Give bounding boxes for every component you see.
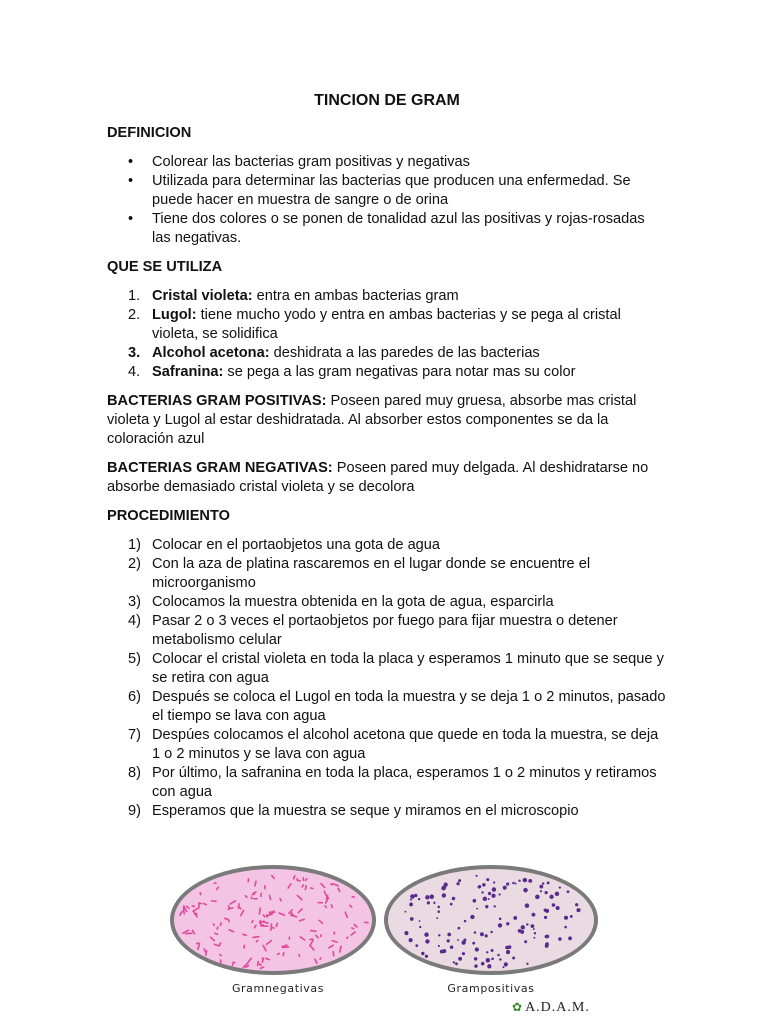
bacterium [421, 952, 424, 955]
bacterium [473, 899, 477, 903]
item-number: 7) [128, 727, 141, 743]
gram-negative-label: Gramnegativas [231, 982, 325, 995]
gram-negative-slide [170, 865, 376, 975]
bacterium [426, 934, 429, 937]
bacterium [494, 905, 496, 907]
document-title: TINCION DE GRAM [314, 92, 460, 109]
bacterium [404, 911, 406, 913]
item-text: Esperamos que la muestra se seque y miramos en el microscopio [152, 803, 579, 819]
list-item [107, 306, 667, 344]
item-number: 3) [128, 594, 141, 610]
bacterium [506, 950, 510, 954]
bacterium [486, 878, 489, 881]
bacterium [472, 942, 475, 945]
bacterium [264, 885, 266, 890]
bacterium [498, 923, 502, 927]
bacterium [436, 917, 438, 919]
item-text: Colocar en el portaobjetos una gota de agua [152, 537, 441, 553]
list-item [107, 363, 667, 382]
bacterium [518, 929, 522, 933]
bacterium [545, 891, 548, 894]
item-number: 2. [128, 307, 141, 323]
bacterium [453, 961, 455, 963]
bacterium [526, 923, 528, 925]
procedimiento-list [107, 536, 667, 821]
item-number: 6) [128, 689, 141, 705]
bacterium [425, 895, 429, 899]
bacterium [410, 894, 415, 899]
bacterium [476, 908, 478, 910]
bacterium [462, 952, 465, 955]
bacterium [498, 893, 500, 895]
bacterium [528, 879, 532, 883]
bacterium [534, 932, 536, 934]
document-page [107, 90, 667, 831]
paragraph-gram-positivas [107, 392, 667, 449]
bacterium [442, 893, 446, 897]
item-term: Lugol: [152, 307, 197, 323]
list-item [107, 612, 667, 650]
heading-definicion: DEFINICION [107, 125, 192, 141]
bacterium [475, 947, 479, 951]
definicion-list [107, 153, 667, 248]
bacterium [559, 886, 561, 888]
bacterium [425, 955, 428, 958]
list-item [107, 555, 667, 593]
item-number: 5) [128, 651, 141, 667]
item-number: 2) [128, 556, 141, 572]
bacterium [437, 906, 440, 909]
bacterium [539, 885, 543, 889]
bacterium [441, 886, 445, 890]
bacterium [488, 892, 491, 895]
bacterium [558, 937, 562, 941]
item-text: Colocamos la muestra obtenida en la gota de agua, esparcirla [152, 594, 554, 610]
bacterium [487, 964, 491, 968]
item-number: 4) [128, 613, 141, 629]
bacterium [535, 895, 540, 900]
bacterium [545, 944, 549, 948]
bacterium [540, 890, 542, 892]
bacterium [542, 882, 544, 884]
bacterium [485, 934, 488, 937]
item-text: entra en ambas bacterias gram [252, 288, 459, 304]
bacterium [499, 958, 501, 960]
bacterium [531, 924, 535, 928]
gram-positive-slide [384, 865, 598, 975]
bacterium [567, 890, 570, 893]
list-item [107, 764, 667, 802]
item-term: Cristal violeta: [152, 288, 253, 304]
item-text: Colocar el cristal violeta en toda la placa y esperamos 1 minuto que se seque y se retira con agua [152, 651, 664, 686]
list-item [107, 344, 667, 363]
bacterium [568, 936, 572, 940]
bacterium [556, 906, 560, 910]
bacterium [458, 927, 461, 930]
bacterium [521, 925, 525, 929]
item-text: se pega a las gram negativas para notar mas su color [223, 364, 576, 380]
bacterium [545, 935, 548, 938]
bacterium [476, 875, 478, 877]
bacterium [409, 903, 413, 907]
bacterium [409, 938, 413, 942]
item-number: 3. [128, 345, 141, 361]
list-item [107, 688, 667, 726]
list-item: • Utilizada para determinar las bacterias que producen una enfermedad. Se puede hacer en muestra de sangre o de orina [107, 172, 667, 210]
bacterium [545, 909, 549, 913]
bacterium [523, 878, 528, 883]
bacterium [481, 891, 483, 893]
bacterium [491, 949, 494, 952]
bacterium [486, 951, 488, 953]
item-text: Pasar 2 o 3 veces el portaobjetos por fuego para fijar muestra o detener metabolismo celular [152, 613, 618, 648]
item-number: 1. [128, 288, 141, 304]
bacterium [419, 926, 421, 928]
list-item: • Colorear las bacterias gram positivas y negativas [107, 153, 667, 172]
bacterium [518, 880, 520, 882]
bacterium [418, 898, 420, 900]
item-term: Alcohol acetona: [152, 345, 270, 361]
bacterium [442, 949, 446, 953]
item-text: Con la aza de platina rascaremos en el lugar donde se encuentre el microorganismo [152, 556, 591, 591]
bacterium [547, 881, 550, 884]
bacterium [457, 939, 459, 941]
bacterium [481, 962, 485, 966]
item-number: 4. [128, 364, 141, 380]
paragraph-gram-negativas [107, 459, 667, 497]
list-item [107, 802, 667, 821]
gram-positive-slide-field [388, 869, 594, 971]
bacterium [404, 931, 408, 935]
bacterium [564, 916, 568, 920]
bacterium [415, 944, 418, 947]
bacterium [564, 926, 567, 929]
bacterium [437, 910, 440, 913]
bacterium [478, 885, 481, 888]
gram-negative-slide-field [174, 869, 372, 971]
bacterium [526, 963, 528, 965]
bacterium [483, 897, 487, 901]
bacterium [464, 920, 467, 923]
bacterium [425, 939, 429, 943]
adam-credit-text: A.D.A.M. [525, 1000, 590, 1015]
bacterium [503, 886, 507, 890]
bacterium [504, 962, 508, 966]
bacterium [458, 957, 462, 961]
item-text: deshidrata a las paredes de las bacterias [269, 345, 540, 361]
bacterium [474, 931, 477, 934]
list-item [107, 650, 667, 688]
bacterium [508, 945, 512, 949]
bacterium [410, 917, 414, 921]
bacterium [414, 894, 417, 897]
que-se-utiliza-list [107, 287, 667, 382]
bacterium [438, 945, 440, 947]
bacterium [289, 936, 291, 940]
bacterium [447, 939, 450, 942]
item-text: Despúes colocamos el alcohol acetona que quede en toda la muestra, se deja 1 o 2 minutos y se lava con agua [152, 727, 659, 762]
bacterium [549, 895, 553, 899]
bacterium [552, 903, 556, 907]
bacterium [351, 896, 355, 898]
bacterium [450, 946, 453, 949]
bacterium [523, 888, 528, 893]
bacterium [525, 903, 529, 907]
bacterium [474, 964, 477, 967]
bacterium [474, 957, 478, 961]
paragraph-text: Poseen pared muy delgada. Al deshidratarse no absorbe demasiado cristal violeta y se decolora [107, 460, 649, 495]
gram-positive-label: Grampositivas [447, 982, 535, 995]
bacterium [486, 958, 491, 963]
bacterium [410, 899, 412, 901]
bacterium [506, 883, 509, 886]
bacterium [491, 957, 494, 960]
bacterium [502, 966, 504, 968]
paragraph-text: Poseen pared muy gruesa, absorbe mas cristal violeta y Lugol al estar deshidratada. Al absorber estos componentes se da la coloración azul [107, 393, 637, 447]
bacterium [482, 883, 485, 886]
bacterium [433, 902, 435, 904]
item-number: 8) [128, 765, 141, 781]
item-term: Safranina: [152, 364, 224, 380]
bacterium [533, 937, 535, 939]
item-number: 1) [128, 537, 141, 553]
bacterium [490, 931, 492, 933]
bacterium [463, 939, 466, 942]
list-item [107, 593, 667, 612]
bacterium [480, 932, 484, 936]
bacterium [506, 922, 509, 925]
bacterium [497, 954, 500, 957]
bacterium [456, 882, 459, 885]
bacterium [491, 894, 495, 898]
bacterium [450, 903, 453, 906]
paragraph-term: BACTERIAS GRAM NEGATIVAS: [107, 460, 333, 476]
bacterium [447, 933, 451, 937]
bacterium [544, 916, 547, 919]
list-item [107, 287, 667, 306]
bacterium [247, 878, 249, 882]
bacterium [532, 913, 536, 917]
bacterium [452, 897, 456, 901]
bacterium [438, 934, 440, 936]
bacterium [427, 901, 430, 904]
bacterium [533, 928, 535, 930]
bacterium [570, 915, 573, 918]
bacterium [512, 956, 515, 959]
list-item [107, 726, 667, 764]
list-item: • Tiene dos colores o se ponen de tonalidad azul las positivas y rojas-rosadas las negativas. [107, 210, 667, 248]
leaf-icon: ✿ [512, 1000, 524, 1014]
bacterium [198, 902, 200, 909]
bacterium [458, 879, 461, 882]
item-number: 9) [128, 803, 141, 819]
bacterium [575, 903, 578, 906]
bacterium [576, 908, 580, 912]
bacterium [499, 917, 502, 920]
list-item [107, 536, 667, 555]
bacterium [253, 898, 258, 900]
bacterium [493, 881, 495, 883]
bacterium [419, 920, 421, 922]
bacterium [430, 894, 434, 898]
bacterium [524, 940, 527, 943]
bacterium [470, 915, 474, 919]
bacterium [303, 877, 305, 881]
heading-que-se-utiliza: QUE SE UTILIZA [107, 259, 223, 275]
bacterium [512, 882, 515, 885]
item-text: Después se coloca el Lugol en toda la muestra y se deja 1 o 2 minutos, pasado el tiempo se lava con agua [152, 689, 666, 724]
bacterium [488, 898, 490, 900]
adam-credit [512, 998, 590, 1017]
bacterium [455, 962, 458, 965]
paragraph-term: BACTERIAS GRAM POSITIVAS: [107, 393, 327, 409]
bacterium [513, 916, 517, 920]
bacterium [555, 892, 559, 896]
bacterium [492, 887, 496, 891]
bacterium [485, 905, 488, 908]
item-text: tiene mucho yodo y entra en ambas bacterias y se pega al cristal violeta, se solidifica [152, 307, 621, 342]
item-text: Por último, la safranina en toda la placa, esperamos 1 o 2 minutos y retiramos con agua [152, 765, 657, 800]
bacterium [515, 883, 517, 885]
heading-procedimiento: PROCEDIMIENTO [107, 508, 230, 524]
